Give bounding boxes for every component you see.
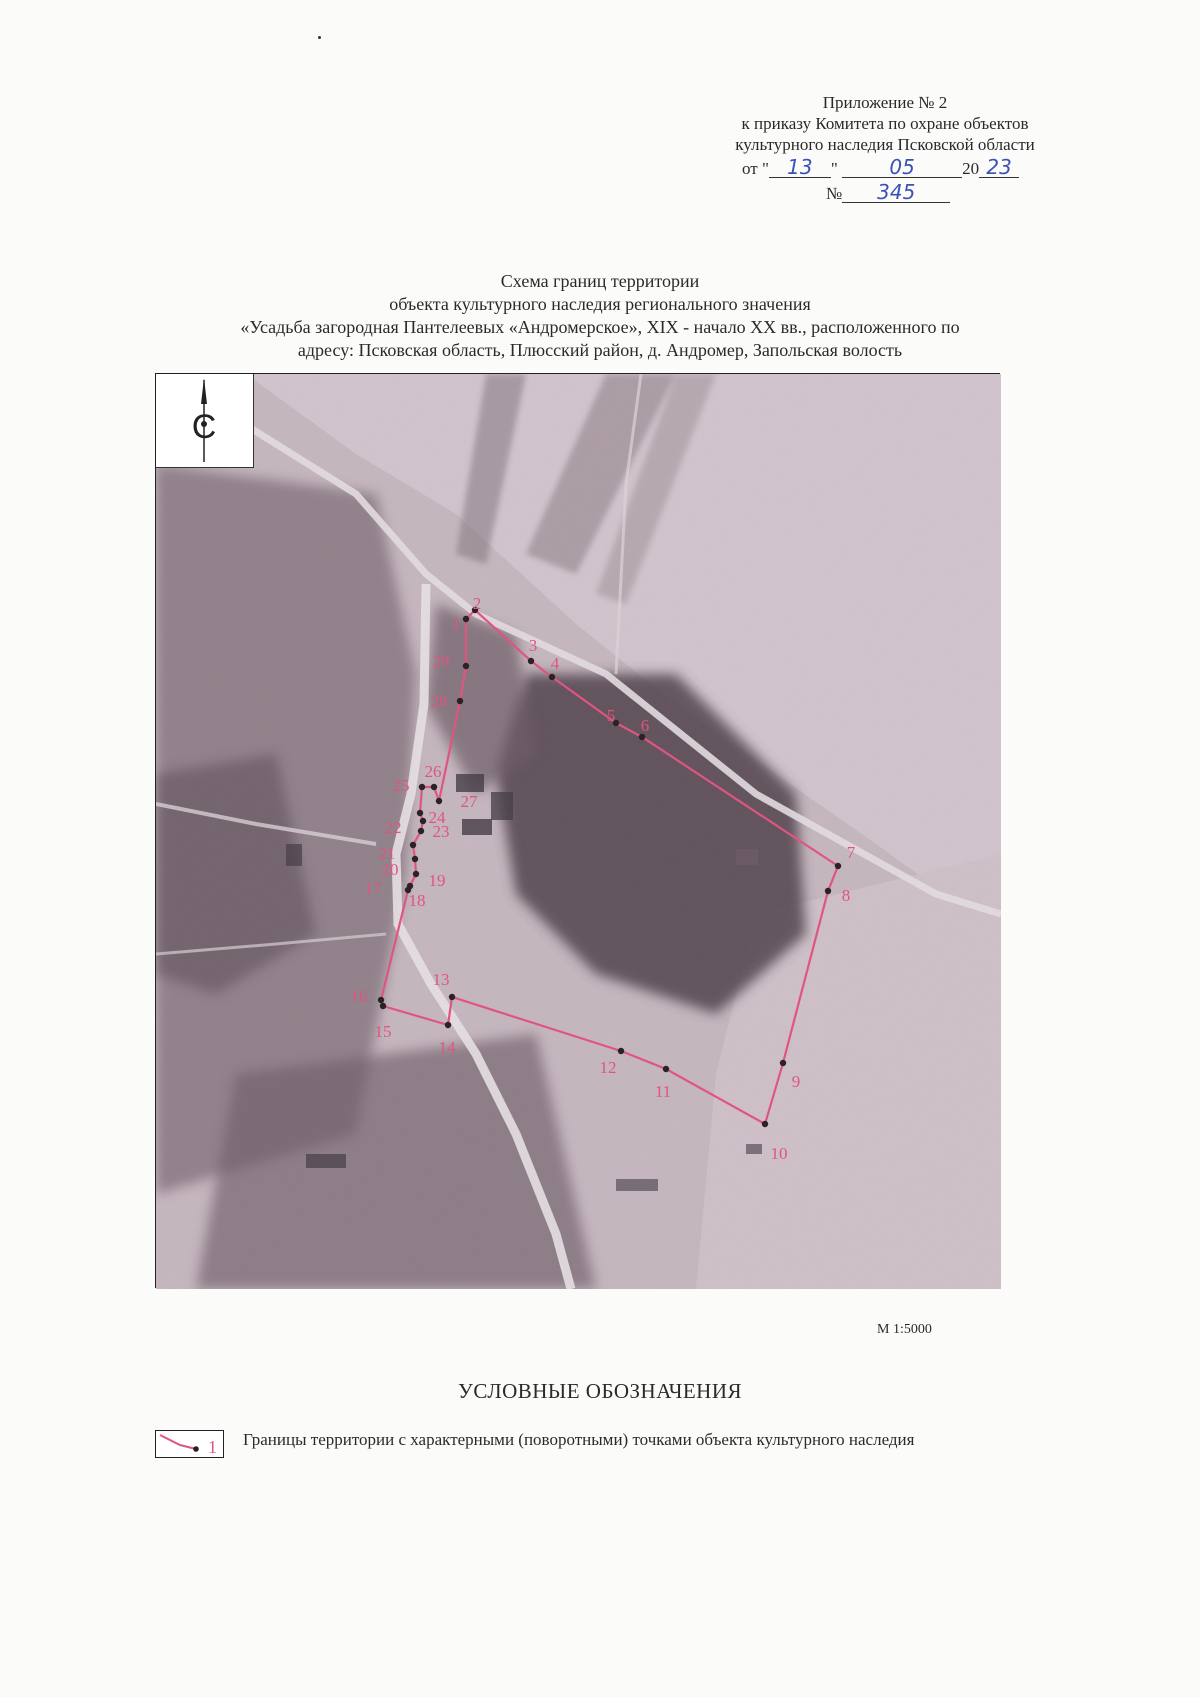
turning-point-12 [618, 1048, 624, 1054]
turning-point-label: 22 [384, 818, 402, 837]
appendix-line-2: к приказу Комитета по охране объектов [741, 114, 1029, 133]
title-line-1: Схема границ территории [500, 271, 700, 291]
north-arrow-icon [156, 374, 253, 467]
turning-point-label: 9 [791, 1072, 801, 1091]
turning-point-label: 18 [408, 891, 426, 910]
turning-point-label: 3 [528, 636, 538, 655]
legend-description: Границы территории с характерными (поворотными) точками объекта культурного наследия [243, 1430, 915, 1449]
legend-title: УСЛОВНЫЕ ОБОЗНАЧЕНИЯ [457, 1379, 743, 1403]
turning-point-14 [445, 1022, 451, 1028]
turning-point-label: 1 [451, 614, 461, 633]
map-canvas [156, 374, 1001, 1289]
turning-point-25 [419, 784, 425, 790]
turning-point-label: 4 [550, 654, 560, 673]
turning-point-3 [528, 658, 534, 664]
scheme-title [160, 270, 1040, 362]
turning-point-label: 13 [432, 970, 450, 989]
appendix-line-1: Приложение № 2 [822, 93, 948, 112]
turning-point-16 [378, 997, 384, 1003]
turning-point-label: 20 [381, 860, 399, 879]
turning-point-label: 21 [378, 844, 396, 863]
satellite-map [155, 373, 1000, 1288]
turning-point-11 [663, 1066, 669, 1072]
order-number-value: 345 [842, 182, 950, 203]
boundary-symbol-icon [156, 1431, 222, 1456]
turning-point-7 [835, 863, 841, 869]
north-letter: С [191, 408, 217, 446]
map-scale: М 1:5000 [877, 1322, 932, 1337]
order-number [826, 182, 950, 204]
turning-point-20 [412, 856, 418, 862]
north-arrow [156, 374, 254, 468]
turning-point-4 [549, 674, 555, 680]
turning-point-9 [780, 1060, 786, 1066]
date-prefix: от " [742, 159, 769, 178]
turning-point-label: 19 [428, 871, 446, 890]
turning-point-8 [825, 888, 831, 894]
turning-point-label: 28 [430, 692, 448, 711]
order-day: 13 [769, 157, 831, 178]
turning-point-label: 11 [654, 1082, 672, 1101]
turning-point-label: 2 [472, 594, 482, 613]
turning-point-label: 16 [350, 987, 368, 1006]
turning-point-label: 5 [606, 706, 616, 725]
appendix-header [690, 92, 1080, 155]
year-prefix: 20 [962, 159, 980, 178]
order-date [742, 157, 1019, 179]
turning-point-label: 7 [846, 843, 856, 862]
turning-point-10 [762, 1121, 768, 1127]
turning-point-label: 10 [770, 1144, 788, 1163]
turning-point-label: 23 [432, 822, 450, 841]
turning-point-15 [380, 1003, 386, 1009]
turning-point-28 [457, 698, 463, 704]
order-month: 05 [842, 157, 962, 178]
turning-point-label: 29 [432, 652, 450, 671]
turning-point-23 [420, 818, 426, 824]
turning-point-21 [410, 842, 416, 848]
turning-point-label: 8 [841, 886, 851, 905]
turning-point-label: 25 [392, 776, 410, 795]
appendix-line-3: культурного наследия Псковской области [735, 135, 1035, 154]
turning-point-13 [449, 994, 455, 1000]
legend-symbol-label: 1 [208, 1437, 217, 1456]
order-year: 23 [979, 157, 1019, 178]
title-line-2: объекта культурного наследия регионального значения [389, 294, 811, 314]
turning-point-1 [463, 616, 469, 622]
title-line-4: адресу: Псковская область, Плюсский район, д. Андромер, Запольская волость [297, 340, 903, 360]
date-mid: " [830, 159, 838, 178]
turning-point-label: 24 [428, 808, 446, 827]
turning-point-label: 14 [438, 1038, 456, 1057]
turning-point-29 [463, 663, 469, 669]
title-line-3: «Усадьба загородная Пантелеевых «Андромерское», XIX - начало XX вв., расположенного по [240, 317, 960, 337]
turning-point-26 [431, 784, 437, 790]
legend-symbol [155, 1430, 224, 1458]
turning-point-label: 15 [374, 1022, 392, 1041]
number-prefix: № [826, 184, 843, 203]
turning-point-22 [418, 828, 424, 834]
turning-point-label: 6 [640, 716, 650, 735]
turning-point-label: 17 [364, 879, 382, 898]
scan-speck [318, 36, 321, 39]
turning-point-24 [417, 810, 423, 816]
turning-point-label: 27 [460, 792, 478, 811]
turning-point-27 [436, 798, 442, 804]
turning-point-label: 12 [599, 1058, 617, 1077]
turning-point-19 [413, 871, 419, 877]
turning-point-label: 26 [424, 762, 442, 781]
turning-point-18 [407, 883, 413, 889]
